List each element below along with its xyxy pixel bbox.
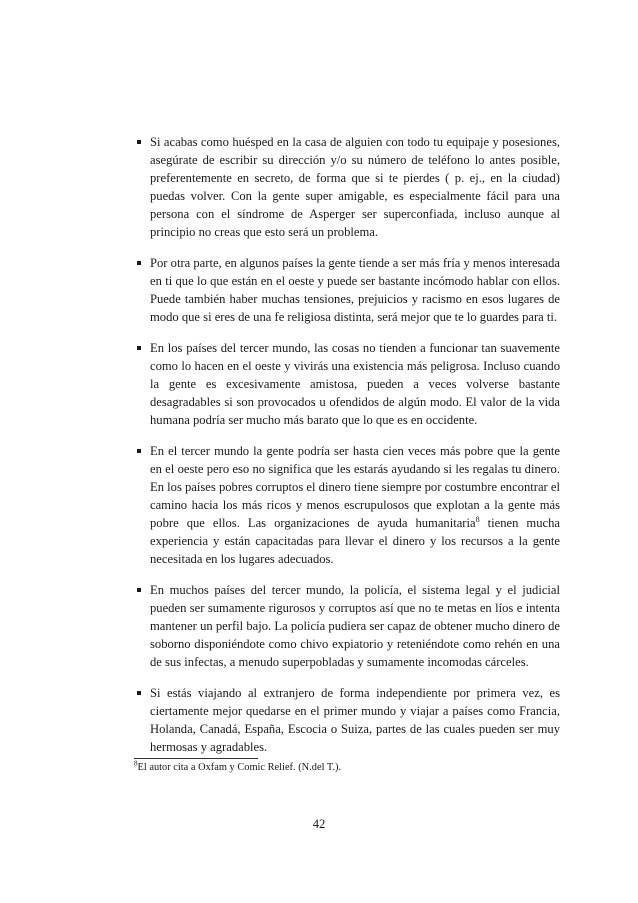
bullet-square-icon [137, 588, 141, 592]
bullet-square-icon [137, 140, 141, 144]
bullet-text: En los países del tercer mundo, las cosas no tienden a funcionar tan suavemente como lo hacen en el oeste y vivirás una existencia más peligrosa. Incluso cuando la gente es excesivamente amistosa, pueden a veces volverse bastante desagradables si son provocados u ofendidos de algún modo. El valor de la vida humana podría ser mucho más barato que lo que es en occidente. [150, 341, 560, 427]
bullet-text-part: tienen mucha experiencia y están capacitadas para llevar el dinero y los recursos a la gente necesitada en los lugares adecuados. [150, 516, 560, 566]
bullet-item [148, 581, 560, 671]
page-number: 42 [312, 817, 326, 831]
bullet-list [148, 133, 560, 769]
bullet-text: Si estás viajando al extranjero de forma independiente por primera vez, es ciertamente mejor quedarse en el primer mundo y viajar a países como Francia, Holanda, Canadá, España, Escocia o Suiza, partes de las cuales pueden ser muy hermosas y agradables. [150, 686, 560, 754]
footnote [134, 761, 564, 775]
footnote-divider [134, 758, 258, 759]
bullet-item [148, 442, 560, 568]
bullet-text [150, 442, 560, 568]
bullet-item [148, 254, 560, 326]
bullet-item [148, 684, 560, 756]
bullet-text-part: En el tercer mundo la gente podría ser hasta cien veces más pobre que la gente en el oeste pero eso no significa que les estarás ayudando si les regalas tu dinero. En los países pobres corruptos el dinero tiene siempre por costumbre encontrar el camino hacia los más ricos y menos escrupulosos que explotan a la gente más pobre que ellos. Las organizaciones de ayuda humanitaria [150, 444, 560, 530]
footnote-text: El autor cita a Oxfam y Comic Relief. (N.del T.). [137, 762, 342, 773]
bullet-square-icon [137, 261, 141, 265]
bullet-text: En muchos países del tercer mundo, la policía, el sistema legal y el judicial pueden ser sumamente rigurosos y corruptos así que no te metas en líos e intenta mantener un perfil bajo. La policía pudiera ser capaz de obtener mucho dinero de soborno disponiéndote como chivo expiatorio y reteniéndote como rehén en una de sus infectas, a menudo superpobladas y sumamente incomodas cárceles. [150, 583, 560, 669]
bullet-text: Si acabas como huésped en la casa de alguien con todo tu equipaje y posesiones, asegúrate de escribir su dirección y/o su número de teléfono lo antes posible, preferentemente en secreto, de forma que si te pierdes ( p. ej., en la ciudad) puedas volver. Con la gente super amigable, es especialmente fácil para una persona con el síndrome de Asperger ser superconfiada, incluso aunque al principio no creas que esto será un problema. [150, 135, 560, 239]
bullet-square-icon [137, 691, 141, 695]
bullet-item [148, 133, 560, 241]
footnote-marker: 8 [134, 759, 138, 768]
bullet-square-icon [137, 449, 141, 453]
bullet-square-icon [137, 346, 141, 350]
bullet-item [148, 339, 560, 429]
bullet-text: Por otra parte, en algunos países la gente tiende a ser más fría y menos interesada en ti que lo que están en el oeste y puede ser bastante incómodo hablar con ellos. Puede también haber muchas tensiones, prejuicios y racismo en esos lugares de modo que si eres de una fe religiosa distinta, será mejor que te lo guardes para ti. [150, 256, 560, 324]
footnote-reference: 8 [475, 514, 480, 524]
